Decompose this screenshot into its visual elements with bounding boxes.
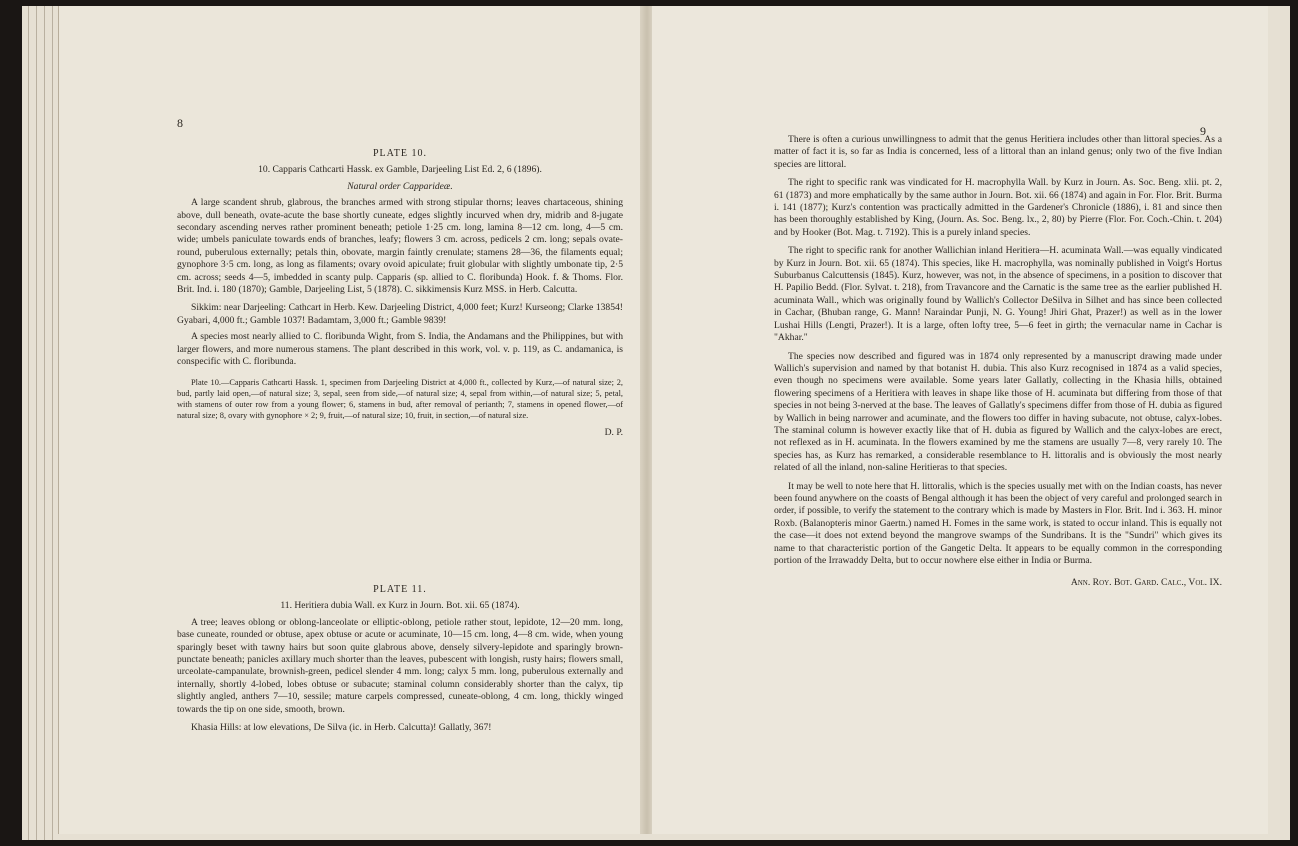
localities: Khasia Hills: at low elevations, De Silva (ic. in Herb. Calcutta)! Gallatly, 367! (191, 722, 492, 734)
localities: Sikkim: near Darjeeling: Cathcart in Herb. Kew. Darjeeling District, 4,000 feet; Kurz! Kurseong; Clarke 13854! Gyabari, 4,000 ft.; Gamble 1037! Badamtam, 3,000 ft.; Gamble 9839! (177, 302, 623, 326)
plate-10-section (177, 148, 623, 439)
page-edge (44, 6, 45, 840)
paragraph: The right to specific rank was vindicated for H. macrophylla Wall. by Kurz in Journ. As. Soc. Beng. xlii. pt. 2, 61 (1873) and more emphatically by the same author in Journ. Bot. xii. 66 (1874) and again in For. Flor. Brit. Burma i. 141 (1877); Kurz's contention was practically admitted in the Gardener's Chronicle (1886), i. 81 and since then has been thoroughly established by King, (Journ. As. Soc. Beng. lx., 2, 80) by Pierre (Flor. For. Coch.-Chin. t. 204) and by Hooker (Bot. Mag. t. 7192). This is a purely inland species. (774, 177, 1222, 238)
species-description: A large scandent shrub, glabrous, the branches armed with strong stipular thorns; leaves chartaceous, shining above, dull beneath, ovate-acute the base shortly cuneate, edges slightly incurved when dry, midrib and 8-jugate secondary ascending nerves rather prominent beneath; petiole 1·25 cm. long, lamina 8—12 cm. long, 4—5 cm. wide; umbels paniculate towards ends of branches, leafy; flowers 3 cm. across, pedicels 2 cm. long; sepals ovate-round, puberulous externally; petals thin, obovate, margin faintly crenulate; stamens 28—36, the filaments equal; gynophore 3·5 cm. long, as long as filaments; ovary ovoid apiculate; fruit globular with slightly umbonate tip, 2·5 cm. across; seeds 4—5, imbedded in scanty pulp. Capparis (sp. allied to C. floribunda) Hook. f. & Thoms. Flor. Brit. Ind. i. 180 (1870); Gamble, Darjeeling List, 5 (1878). C. sikkimensis Kurz MSS. in Herb. Calcutta. (177, 197, 623, 296)
page-edge (28, 6, 29, 840)
paragraph: The right to specific rank for another Wallichian inland Heritiera—H. acuminata Wall.—was equally vindicated by Kurz in Journ. Bot. xii. 65 (1874). This species, like H. macrophylla, was nominally published in Voigt's Hortus Suburbanus Calcuttensis (1845). Kurz, however, was not, in the absence of specimens, in a position to discover that H. Papilio Bedd. (Flor. Sylvat. t. 218), from Travancore and the Carnatic is the same tree as the earlier published H. acuminata Wall., which was originally found by Wallich's Collector DeSilva in Silhet and has since been collected in Cachar, (Bhuban range, G. Mann! Naraindar Punji, N. G. Young! Jhiri Ghat, Prazer!) as well as in the lower Lushai Hills (Lengti, Prazer!). It is a large, often lofty tree, 5—6 feet in girth; the vernacular name in Cachar is "Akhar." (774, 245, 1222, 344)
plate-heading: PLATE 11. (373, 584, 427, 595)
left-page (58, 6, 645, 834)
author-initials: D. P. (604, 426, 623, 438)
species-title: 11. Heritiera dubia Wall. ex Kurz in Journ. Bot. xii. 65 (1874). (280, 600, 520, 612)
page-edge (36, 6, 37, 840)
page-number: 9 (1200, 124, 1206, 138)
right-page (652, 6, 1268, 834)
plate-caption: Plate 10.—Capparis Cathcarti Hassk. 1, specimen from Darjeeling District at 4,000 ft., collected by Kurz,—of natural size; 2, bud, partly laid open,—of natural size; 3, sepal, seen from side,—of natural size; 4, sepal from within,—of natural size; 5, petal, with stamens of outer row from a young flower; 6, stamens in bud, after removal of perianth; 7, stamens in opened flower,—of natural size; 8, ovary with gynophore × 2; 9, fruit,—of natural size; 10, fruit, in section,—of natural size. (177, 377, 623, 420)
plate-heading: PLATE 10. (373, 148, 427, 159)
paragraph: There is often a curious unwillingness to admit that the genus Heritiera includes other than littoral species. As a matter of fact it is, so far as India is concerned, less of a littoral than an inland genus; only two of the five Indian species are littoral. (774, 134, 1222, 170)
affinity-note: A species most nearly allied to C. floribunda Wight, from S. India, the Andamans and the Philippines, but with larger flowers, and more numerous stamens. The plant described in this work, vol. v. p. 119, as C. andamanica, is conspecific with C. floribunda. (177, 331, 623, 368)
paragraph: It may be well to note here that H. littoralis, which is the species usually met with on the Indian coasts, has never been found anywhere on the coasts of Bengal although it has been the object of very careful and prolonged search in order, if possible, to verify the statement to the contrary which is made by Masters in Flor. Brit. Ind i. 363. H. minor Roxb. (Balanopteris minor Gaertn.) named H. Fomes in the same work, is stated to occur inland. This is equally not the case—it does not extend beyond the mangrove swamps of the Sundribans. It is the "Sundri" which gives its name to that characteristic portion of the Gangetic Delta. It appears to be equally common in the corresponding portion of the Irrawaddy Delta, but to occur nowhere else either in India or Burma. (774, 480, 1222, 566)
species-description: A tree; leaves oblong or oblong-lanceolate or elliptic-oblong, petiole rather stout, lepidote, 12—20 mm. long, base cuneate, rounded or obtuse, apex obtuse or acute or acuminate, 10—15 cm. long, 4—8 cm. wide, when young sparingly beset with tawny hairs but soon quite glabrous above, densely silvery-lepidote and sparingly brown-punctate beneath; panicles axillary much shorter than the leaves, pubescent with longish, rusty hairs; flowers small, urceolate-campanulate, brownish-green, pedicel slender 4 mm. long; calyx 5 mm. long, puberulous externally and internally, shortly 4-lobed, lobes obtuse or subacute; staminal column considerably shorter than the calyx, tip slightly angled, anthers 7—10, sessile; mature carpels compressed, cuneate-oblong, 4 cm. long, thickly winged towards the tip on one side, smooth, brown. (177, 616, 623, 715)
plate-11-section (177, 584, 623, 734)
paragraph: The species now described and figured was in 1874 only represented by a manuscript drawing made under Wallich's supervision and named by that botanist H. dubia. This also Kurz recognised in 1874 as a valid species, even though no specimens were available. Some years later Gallatly, collecting in the Khasia hills, obtained flowering specimens of a Heritiera with leaves in shape like those of H. acuminata but differing from those of that species in not being 3-nerved at the base. The leaves of Gallatly's specimens differ from those of H. dubia as figured by Wallich in being narrower and acuminate, and the flowers too differ in having subacute, not obtuse, calyx-lobes. The staminal column is however exactly like that of H. dubia as figured by Wallich and the calyx-lobes are erect, not reflexed as in H. acuminata. In the flowers examined by me the stamens are usually 7—8, very rarely 10. The species has, as Kurz has remarked, a considerable resemblance to H. littoralis and is obviously the most nearly related of all the inland, non-saline Heritieras to that species. (774, 350, 1222, 474)
species-title: 10. Capparis Cathcarti Hassk. ex Gamble, Darjeeling List Ed. 2, 6 (1896). (258, 164, 542, 176)
natural-order: Natural order Capparideæ. (347, 180, 453, 192)
page-number: 8 (177, 116, 183, 130)
right-page-body (774, 134, 1222, 590)
page-edge (52, 6, 53, 840)
page-footer: Ann. Roy. Bot. Gard. Calc., Vol. IX. (1070, 577, 1222, 589)
